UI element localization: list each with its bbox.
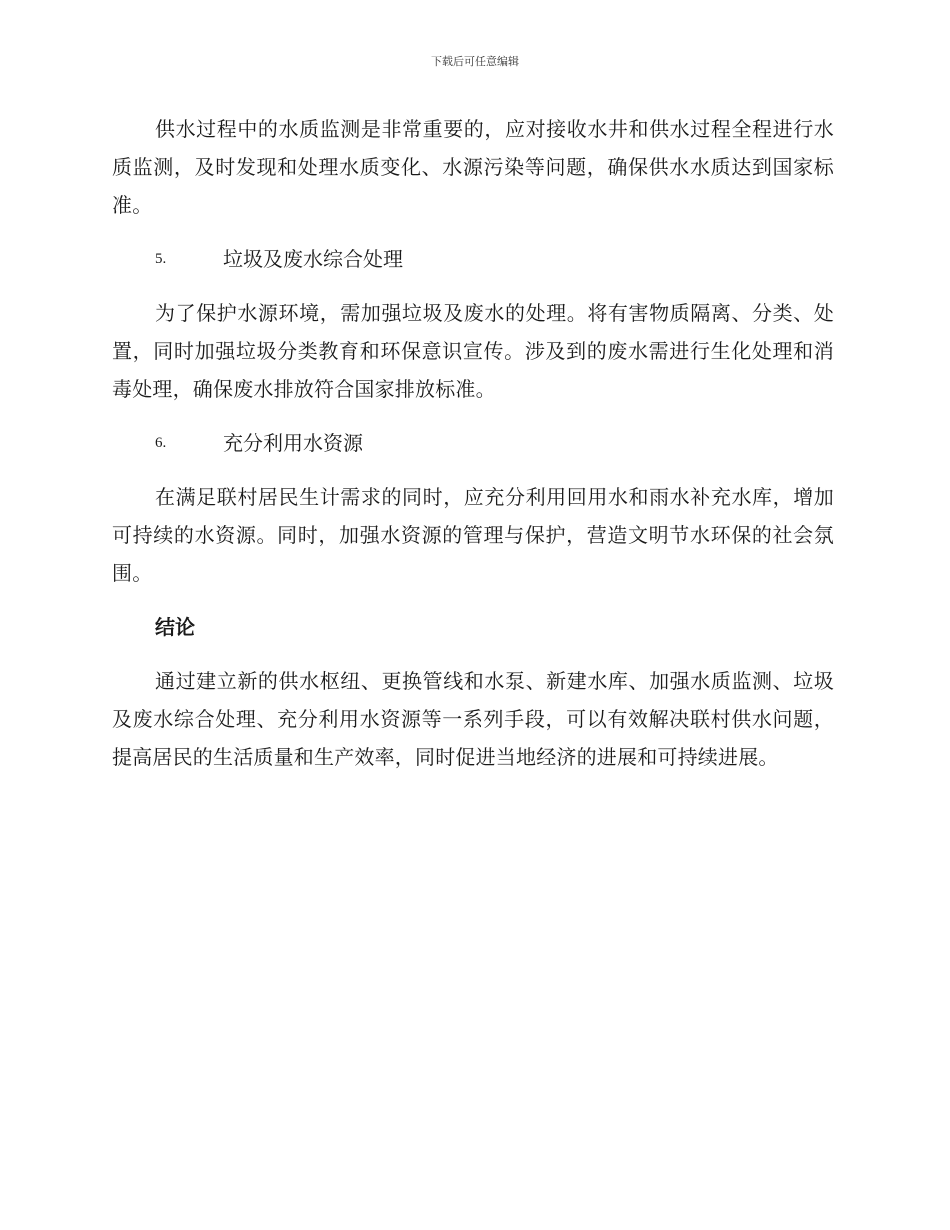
list-item-6-text: 充分利用水资源 [223, 431, 363, 455]
paragraph-water-resources: 在满足联村居民生计需求的同时，应充分利用回用水和雨水补充水库，增加可持续的水资源。同时，加强水资源的管理与保护，营造文明节水环保的社会氛围。 [112, 485, 834, 585]
list-item-6-number: 6. [155, 435, 167, 451]
list-item-6 [112, 424, 834, 462]
paragraph-conclusion: 通过建立新的供水枢纽、更换管线和水泵、新建水库、加强水质监测、垃圾及废水综合处理、充分利用水资源等一系列手段，可以有效解决联村供水问题，提高居民的生活质量和生产效率，同时促进当地经济的进展和可持续进展。 [112, 669, 834, 769]
list-item-5-text: 垃圾及废水综合处理 [223, 247, 403, 271]
conclusion-heading: 结论 [155, 615, 195, 639]
list-item-5 [112, 240, 834, 278]
paragraph-water-quality: 供水过程中的水质监测是非常重要的，应对接收水井和供水过程全程进行水质监测，及时发现和处理水质变化、水源污染等问题，确保供水水质达到国家标准。 [112, 117, 834, 217]
list-item-5-number: 5. [155, 251, 167, 267]
page-header: 下载后可任意编辑 [431, 55, 519, 68]
paragraph-waste-treatment: 为了保护水源环境，需加强垃圾及废水的处理。将有害物质隔离、分类、处置，同时加强垃圾分类教育和环保意识宣传。涉及到的废水需进行生化处理和消毒处理，确保废水排放符合国家排放标准。 [112, 301, 834, 401]
document-body [112, 110, 834, 792]
